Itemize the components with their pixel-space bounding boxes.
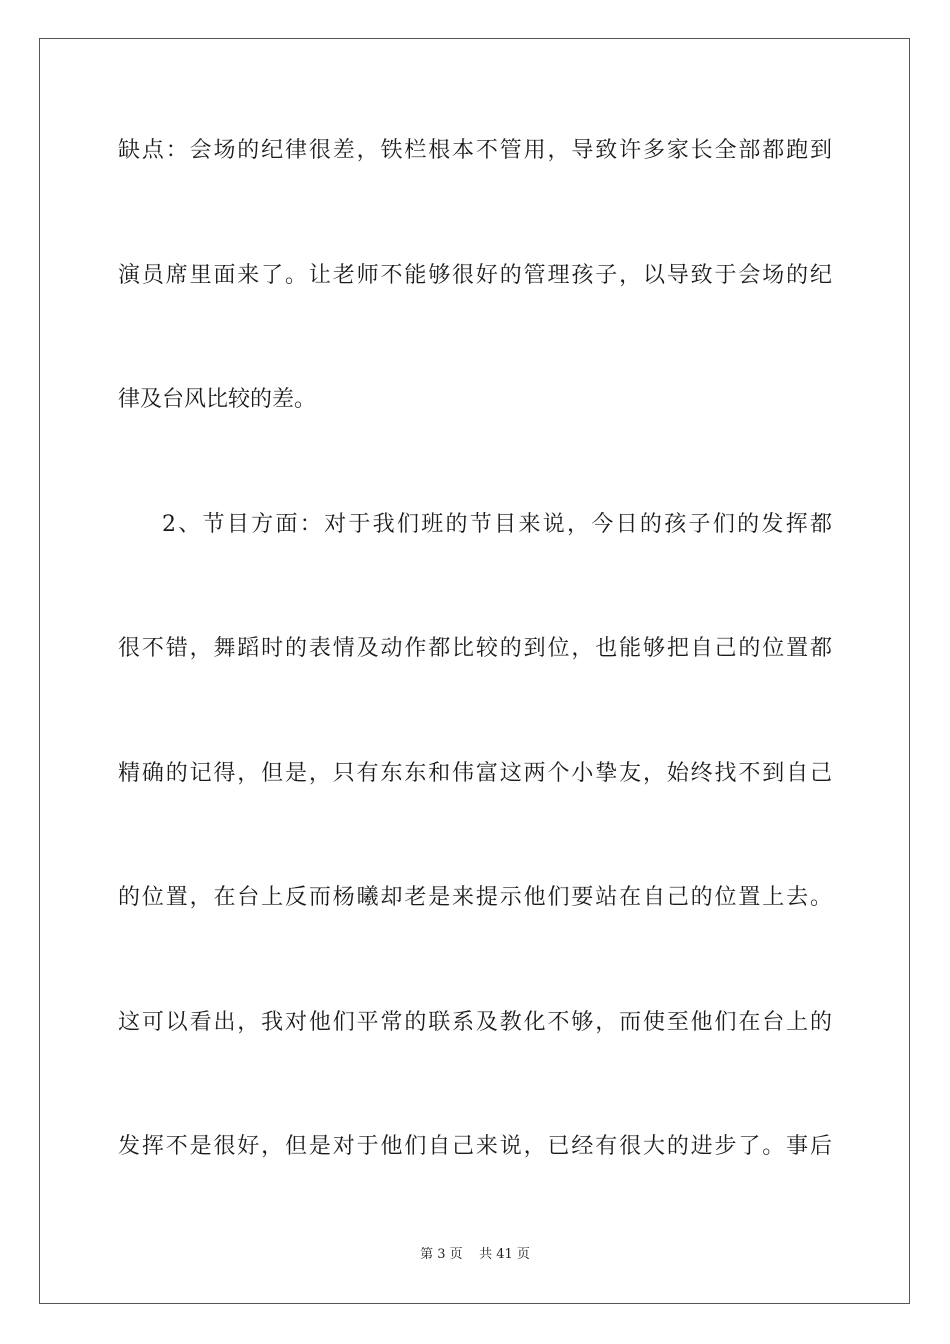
text-line-7: 的位置，在台上反而杨曦却老是来提示他们要站在自己的位置上去。 (118, 885, 832, 910)
page-border (39, 38, 910, 1304)
text-line-6: 精确的记得，但是，只有东东和伟富这两个小挚友，始终找不到自己 (118, 761, 832, 786)
text-line-9: 发挥不是很好，但是对于他们自己来说，已经有很大的进步了。事后 (118, 1134, 832, 1159)
text-line-2: 演员席里面来了。让老师不能够很好的管理孩子，以导致于会场的纪 (118, 263, 832, 288)
text-line-5: 很不错，舞蹈时的表情及动作都比较的到位，也能够把自己的位置都 (118, 636, 832, 661)
page-footer: 第 3 页 共 41 页 (420, 1247, 530, 1262)
text-line-8: 这可以看出，我对他们平常的联系及教化不够，而使至他们在台上的 (118, 1010, 832, 1035)
text-line-3: 律及台风比较的差。 (118, 387, 317, 412)
text-line-4: 2、节目方面：对于我们班的节目来说，今日的孩子们的发挥都 (162, 512, 832, 537)
text-line-1: 缺点：会场的纪律很差，铁栏根本不管用，导致许多家长全部都跑到 (118, 138, 832, 163)
